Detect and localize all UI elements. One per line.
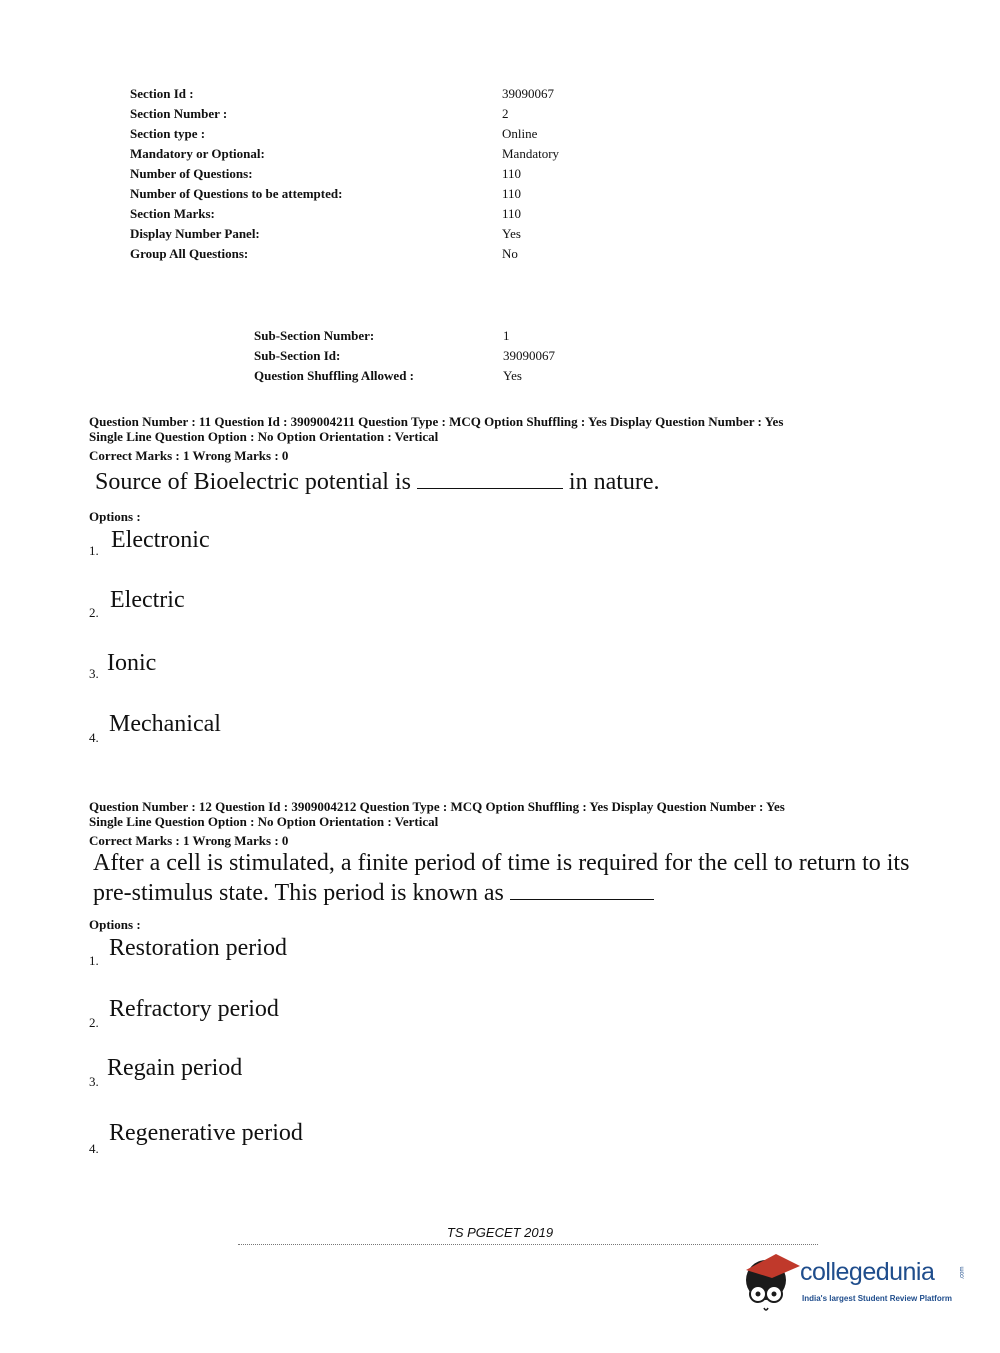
footer-divider	[238, 1244, 818, 1247]
option-text: Restoration period	[109, 935, 287, 961]
row-value: Yes	[502, 226, 521, 241]
row-value: Yes	[503, 368, 522, 383]
row-label: Section type :	[130, 126, 206, 141]
question-meta-line: Question Number : 11 Question Id : 3909004211 Question Type : MCQ Option Shuffling : Yes Display Question Number : Yes	[89, 414, 784, 429]
logo-tagline: India's largest Student Review Platform	[802, 1294, 952, 1303]
row-label: Number of Questions:	[130, 166, 253, 181]
question-11-text	[95, 467, 660, 497]
question-meta-line: Single Line Question Option : No Option Orientation : Vertical	[89, 814, 439, 829]
row-value: 110	[502, 166, 522, 181]
row-value: 39090067	[503, 348, 555, 363]
option-number: 2.	[89, 605, 99, 620]
option-text: Electronic	[111, 527, 210, 553]
row-value: 39090067	[502, 86, 554, 101]
question-text-line: pre-stimulus state. This period is known as	[93, 880, 504, 906]
option-number: 2.	[89, 1015, 99, 1030]
row-label: Number of Questions to be attempted:	[130, 186, 343, 201]
question-11-meta	[89, 414, 783, 444]
collegedunia-logo[interactable]	[742, 1250, 972, 1314]
row-value: No	[502, 246, 518, 261]
page-footer-title: TS PGECET 2019	[446, 1225, 554, 1240]
row-label: Display Number Panel:	[130, 226, 260, 241]
logo-wordmark: collegedunia	[800, 1258, 935, 1286]
option-number: 3.	[89, 1074, 99, 1089]
option-text: Regain period	[107, 1055, 243, 1081]
row-label: Section Number :	[130, 106, 228, 121]
option-number: 4.	[89, 730, 99, 745]
logo-suffix: .com	[959, 1266, 966, 1280]
row-value: 2	[502, 106, 509, 121]
row-label: Sub-Section Id:	[254, 348, 341, 363]
row-label: Section Id :	[130, 86, 194, 101]
row-value: Mandatory	[502, 146, 560, 161]
option-number: 4.	[89, 1141, 99, 1156]
option-text: Refractory period	[109, 996, 279, 1022]
options-label: Options :	[89, 509, 141, 524]
option-number: 3.	[89, 666, 99, 681]
mascot-icon	[742, 1250, 802, 1314]
question-12-text	[93, 848, 909, 908]
answer-blank	[510, 881, 654, 900]
question-12-marks: Correct Marks : 1 Wrong Marks : 0	[89, 833, 289, 848]
question-text-line-2	[93, 878, 909, 908]
question-text-before: Source of Bioelectric potential is	[95, 469, 411, 495]
question-text-after: in nature.	[568, 469, 660, 495]
question-text-line: After a cell is stimulated, a finite period of time is required for the cell to return to its	[93, 850, 910, 876]
row-value: Online	[502, 126, 538, 141]
option-text: Regenerative period	[109, 1120, 303, 1146]
question-11-marks: Correct Marks : 1 Wrong Marks : 0	[89, 448, 289, 463]
question-12-meta	[89, 799, 785, 829]
option-number: 1.	[89, 543, 99, 558]
row-label: Group All Questions:	[130, 246, 249, 261]
row-value: 1	[503, 328, 510, 343]
option-text: Mechanical	[109, 711, 221, 737]
row-label: Sub-Section Number:	[254, 328, 375, 343]
row-label: Question Shuffling Allowed :	[254, 368, 415, 383]
row-value: 110	[502, 186, 522, 201]
option-number: 1.	[89, 953, 99, 968]
options-label: Options :	[89, 917, 141, 932]
option-text: Ionic	[107, 650, 157, 676]
question-meta-line: Question Number : 12 Question Id : 3909004212 Question Type : MCQ Option Shuffling : Yes Display Question Number : Yes	[89, 799, 785, 814]
row-label: Mandatory or Optional:	[130, 146, 265, 161]
option-text: Electric	[110, 587, 185, 613]
question-meta-line: Single Line Question Option : No Option Orientation : Vertical	[89, 429, 439, 444]
row-label: Section Marks:	[130, 206, 215, 221]
answer-blank	[417, 470, 563, 489]
row-value: 110	[502, 206, 522, 221]
